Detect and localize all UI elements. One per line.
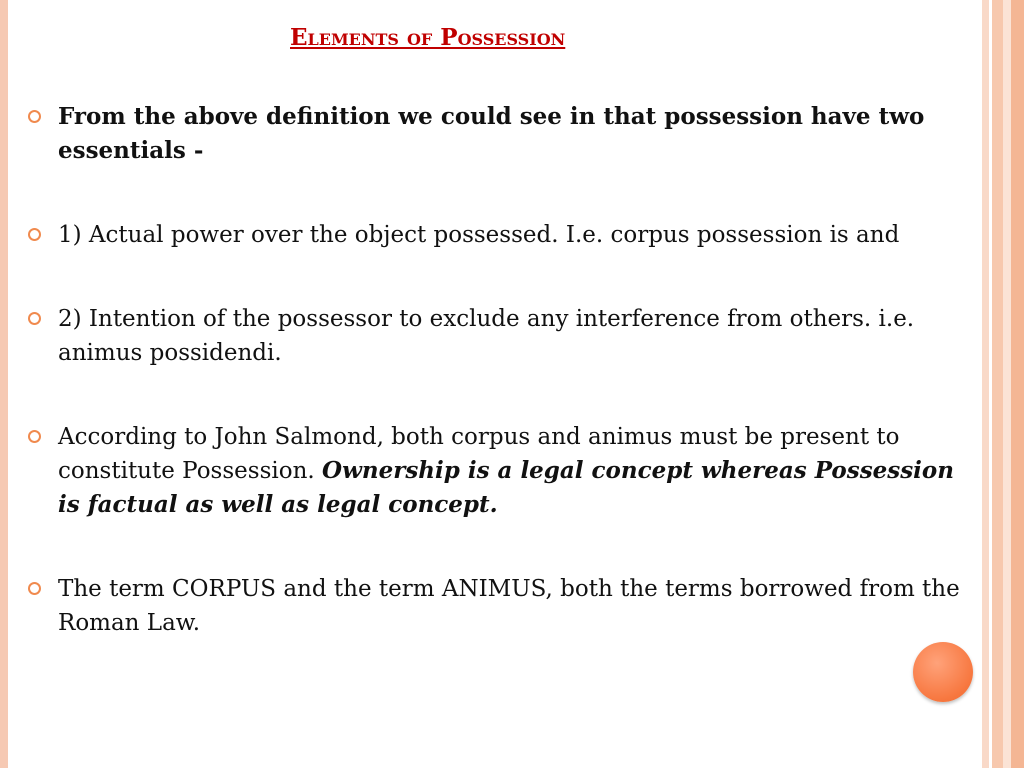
decorative-circle: [913, 642, 973, 702]
bullet-text: According to John Salmond, both corpus and animus must be present to constitute Possession.: [58, 424, 900, 484]
bullet-emphasis-text: Ownership is a legal concept whereas Possession is factual as well as legal concept.: [58, 457, 954, 518]
slide-content: [26, 100, 966, 640]
bullet-item: [26, 100, 966, 168]
bullet-text: 2) Intention of the possessor to exclude any interference from others. i.e. animus possidendi.: [58, 306, 915, 366]
bullet-item: [26, 420, 966, 522]
bullet-text: 1) Actual power over the object possessed. I.e. corpus possession is and: [58, 222, 900, 248]
bullet-ring-icon: [28, 582, 41, 595]
bullet-item: [26, 302, 966, 370]
right-decorative-stripes: [978, 0, 1024, 768]
bullet-ring-icon: [28, 110, 41, 123]
bullet-ring-icon: [28, 312, 41, 325]
left-decorative-stripe: [0, 0, 8, 768]
bullet-item: [26, 218, 966, 252]
bullet-text: From the above definition we could see in that possession have two essentials -: [58, 103, 925, 164]
bullet-ring-icon: [28, 228, 41, 241]
slide-title: Elements of Possession: [290, 24, 566, 51]
bullet-item: [26, 572, 966, 640]
bullet-ring-icon: [28, 430, 41, 443]
bullet-text: The term CORPUS and the term ANIMUS, both the terms borrowed from the Roman Law.: [58, 576, 960, 636]
